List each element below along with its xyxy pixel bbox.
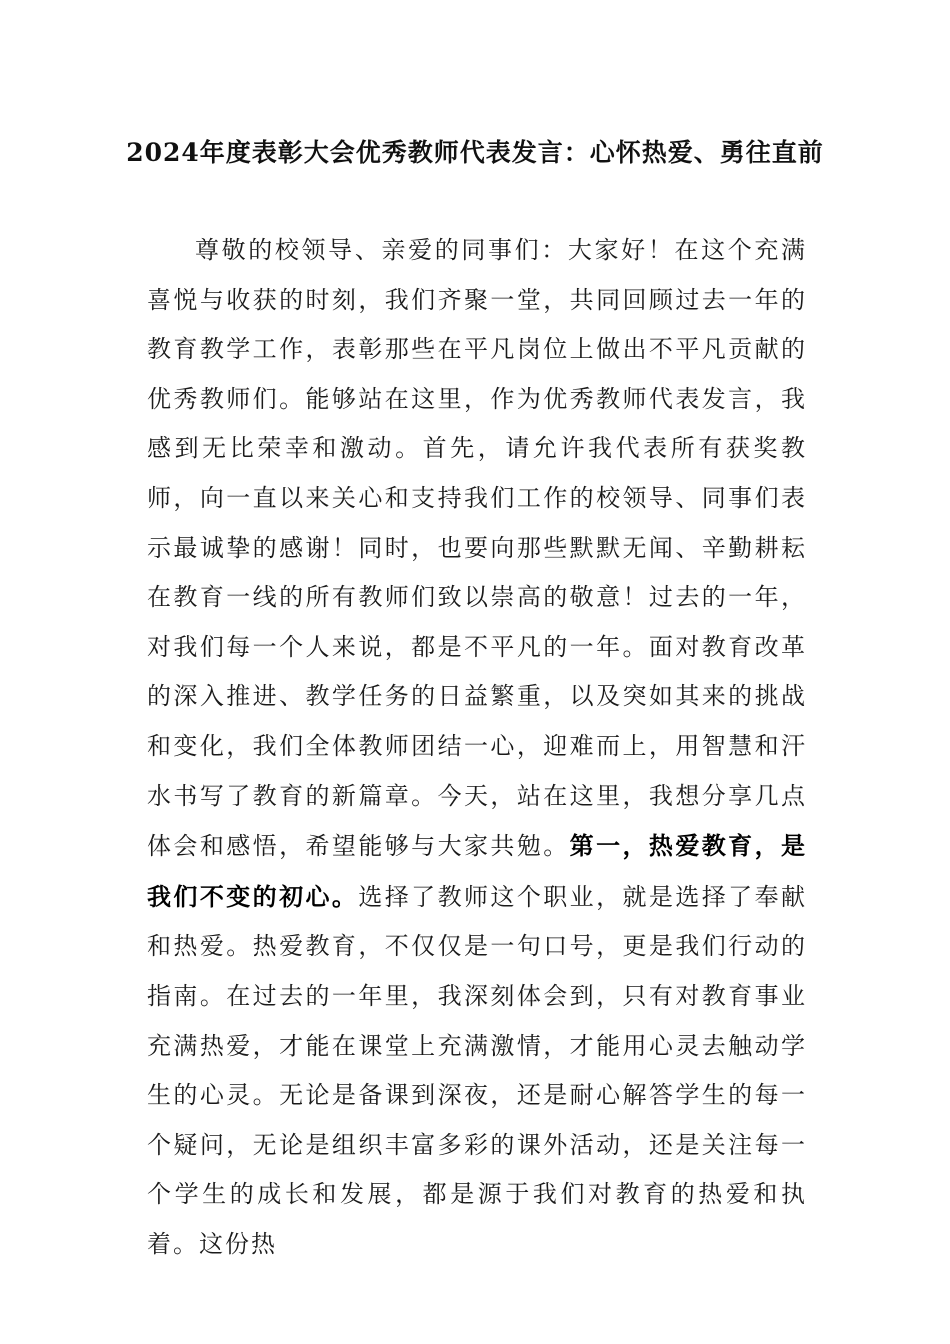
point-one-heading: 第一，热爱教育，是我们不变的初心。 — [147, 831, 808, 911]
body-paragraph — [147, 226, 807, 1269]
point-one-text: 选择了教师这个职业，就是选择了奉献和热爱。热爱教育，不仅仅是一句口号，更是我们行动的指南。在过去的一年里，我深刻体会到，只有对教育事业充满热爱，才能在课堂上充满激情，才能用心灵去触动学生的心灵。无论是备课到深夜，还是耐心解答学生的每一个疑问，无论是组织丰富多彩的课外活动，还是关注每一个学生的成长和发展，都是源于我们对教育的热爱和执着。这份热 — [147, 882, 808, 1258]
document-title: 2024年度表彰大会优秀教师代表发言：心怀热爱、勇往直前 — [126, 138, 824, 167]
paragraph-intro-text: 尊敬的校领导、亲爱的同事们：大家好！在这个充满喜悦与收获的时刻，我们齐聚一堂，共同回顾过去一年的教育教学工作，表彰那些在平凡岗位上做出不平凡贡献的优秀教师们。能够站在这里，作为优秀教师代表发言，我感到无比荣幸和激动。首先，请允许我代表所有获奖教师，向一直以来关心和支持我们工作的校领导、同事们表示最诚挚的感谢！同时，也要向那些默默无闻、辛勤耕耘在教育一线的所有教师们致以崇高的敬意！过去的一年，对我们每一个人来说，都是不平凡的一年。面对教育改革的深入推进、教学任务的日益繁重，以及突如其来的挑战和变化，我们全体教师团结一心，迎难而上，用智慧和汗水书写了教育的新篇章。今天，站在这里，我想分享几点体会和感悟，希望能够与大家共勉。 — [147, 236, 807, 861]
